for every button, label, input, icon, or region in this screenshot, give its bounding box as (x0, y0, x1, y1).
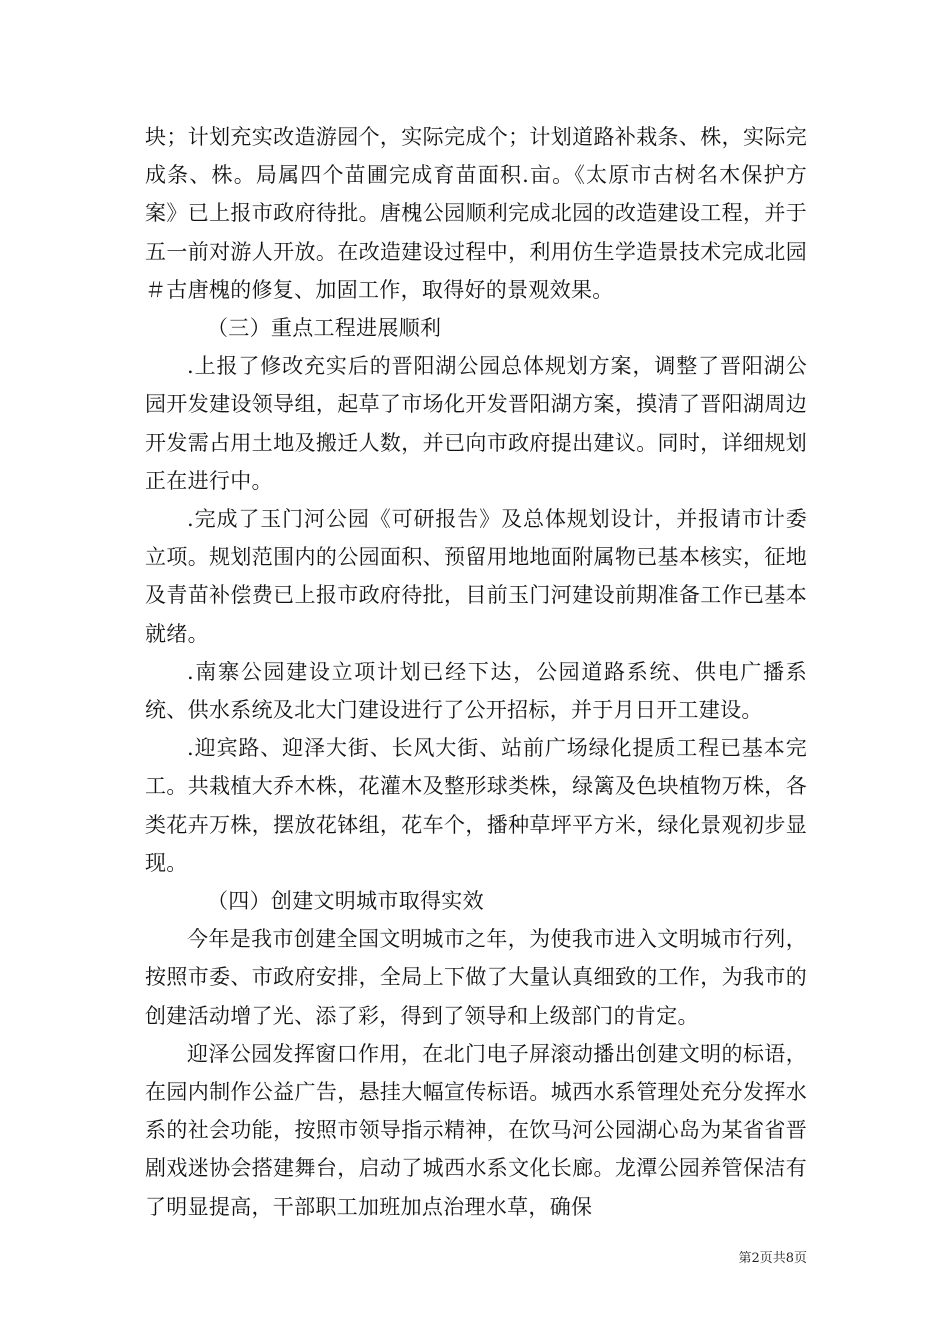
page-number: 第2页共8页 (738, 1251, 807, 1266)
section-heading-3: （三）重点工程进展顺利 (207, 316, 442, 341)
paragraph-yumen-river: .完成了玉门河公园《可研报告》及总体规划设计，并报请市计委立项。规划范围内的公园面积、预留用地地面附属物已基本核实，征地及青苗补偿费已上报市政府待批，目前玉门河建设前期准备工作已基本就绪。 (145, 507, 807, 646)
paragraph-greening-project: .迎宾路、迎泽大街、长风大街、站前广场绿化提质工程已基本完工。共栽植大乔木株，花灌木及整形球类株，绿篱及色块植物万株，各类花卉万株，摆放花钵组，花车个，播种草坪平方米，绿化景观初步显现。 (145, 736, 807, 875)
section-heading-4: （四）创建文明城市取得实效 (207, 889, 484, 914)
paragraph-continued: 块；计划充实改造游园个，实际完成个；计划道路补栽条、株，实际完成条、株。局属四个苗圃完成育苗面积.亩。《太原市古树名木保护方案》已上报市政府待批。唐槐公园顺利完成北园的改造建设工程，并于五一前对游人开放。在改造建设过程中，利用仿生学造景技术完成北园＃古唐槐的修复、加固工作，取得好的景观效果。 (145, 125, 807, 302)
paragraph-yingze-park: 迎泽公园发挥窗口作用，在北门电子屏滚动播出创建文明的标语，在园内制作公益广告，悬挂大幅宣传标语。城西水系管理处充分发挥水系的社会功能，按照市领导指示精神，在饮马河公园湖心岛为某省省晋剧戏迷协会搭建舞台，启动了城西水系文化长廊。龙潭公园养管保洁有了明显提高，干部职工加班加点治理水草，确保 (145, 1041, 807, 1219)
paragraph-civilized-city: 今年是我市创建全国文明城市之年，为使我市进入文明城市行列，按照市委、市政府安排，全局上下做了大量认真细致的工作，为我市的创建活动增了光、添了彩，得到了领导和上级部门的肯定。 (145, 927, 807, 1028)
paragraph-nanzhai-park: .南寨公园建设立项计划已经下达，公园道路系统、供电广播系统、供水系统及北大门建设进行了公开招标，并于月日开工建设。 (145, 659, 807, 723)
document-body (145, 118, 807, 1226)
paragraph-jinyang-lake: .上报了修改充实后的晋阳湖公园总体规划方案，调整了晋阳湖公园开发建设领导组，起草了市场化开发晋阳湖方案，摸清了晋阳湖周边开发需占用土地及搬迁人数，并已向市政府提出建议。同时，详细规划正在进行中。 (145, 354, 807, 493)
